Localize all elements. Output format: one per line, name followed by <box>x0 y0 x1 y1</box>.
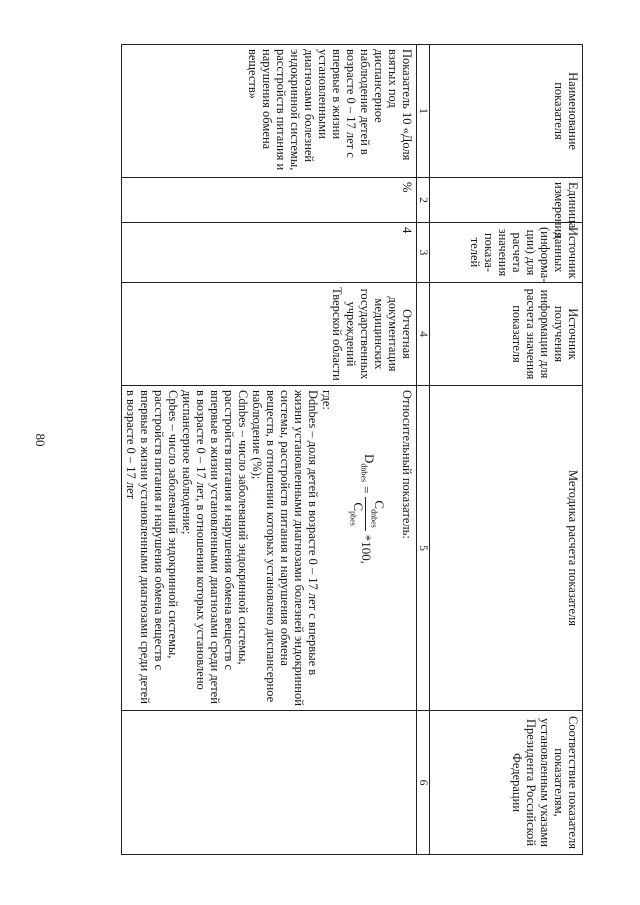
table-row <box>121 45 416 855</box>
indicator-table <box>121 44 583 855</box>
column-number-row <box>417 45 430 855</box>
header-data-source: Источник данных (информа-ции) для расчета значения показа-телей <box>430 223 583 283</box>
page-number: 80 <box>33 433 48 447</box>
header-info-source: Источник получения информации для расчета значения показателя <box>430 283 583 386</box>
indicator-info-source: Отчетная документация медицинских государственных учреждений Тверской области <box>121 283 416 386</box>
column-number: 3 <box>417 223 430 283</box>
definition-item: Cdnbes – число заболеваний эндокринной системы, расстройств питания и нарушения обмена веществ с впервые в жизни установленными диагнозами среди детей в возрасте 0 – 17 лет, в отношении которых установлено диспансерное наблюдение; <box>179 390 250 704</box>
method-intro: Относительный показатель: <box>400 390 414 539</box>
indicator-compliance <box>121 711 416 855</box>
where-label: где: <box>319 390 334 410</box>
formula-fraction <box>346 497 386 530</box>
formula-multiplier: *100, <box>358 534 374 564</box>
column-number: 5 <box>417 386 430 711</box>
indicator-data-source: 4 <box>121 223 416 283</box>
definition-item: Cpbes – число заболеваний эндокринной системы, расстройств питания и нарушения обмена веществ с впервые в жизни установленными диагнозами среди детей в возрасте 0 – 17 лет <box>123 390 180 704</box>
indicator-unit: % <box>121 178 416 223</box>
indicator-table-rotated <box>123 44 583 854</box>
header-unit: Единица измерения <box>430 178 583 223</box>
formula-lhs: $D_{dnbes}$ <box>359 454 377 483</box>
header-row <box>430 45 583 855</box>
formula: $D_{dnbes}$ = $C_{dnbes}$ $C_{pbes}$ *100, <box>346 454 386 564</box>
column-number: 6 <box>417 711 430 855</box>
column-number: 2 <box>417 178 430 223</box>
header-method: Методика расчета показателя <box>430 386 583 711</box>
column-number: 1 <box>417 45 430 178</box>
header-name: Наименование показателя <box>430 45 583 178</box>
indicator-name: Показатель 10 «Доля взятых под диспансерное наблюдение детей в возрасте 0 – 17 лет с впервые в жизни установленными диагнозами болезней эндокринной системы, расстройств питания и нарушения обмена веществ» <box>121 45 416 178</box>
formula-numerator: $C_{dnbes}$ <box>365 497 386 530</box>
column-number: 4 <box>417 283 430 386</box>
formula-denominator: $C_{pbes}$ <box>348 502 367 526</box>
header-compliance: Соответствие показателя показателям, установленным указами Президента Российской Федерации <box>430 711 583 855</box>
definition-item: Ddnbes – доля детей в возрасте 0 – 17 лет с впервые в жизни установленными диагнозами болезней эндокринной системы, расстройств питания и нарушения обмена веществ, в отношении которых установлено диспансерное наблюдение (%); <box>249 390 320 706</box>
indicator-method <box>121 386 416 711</box>
